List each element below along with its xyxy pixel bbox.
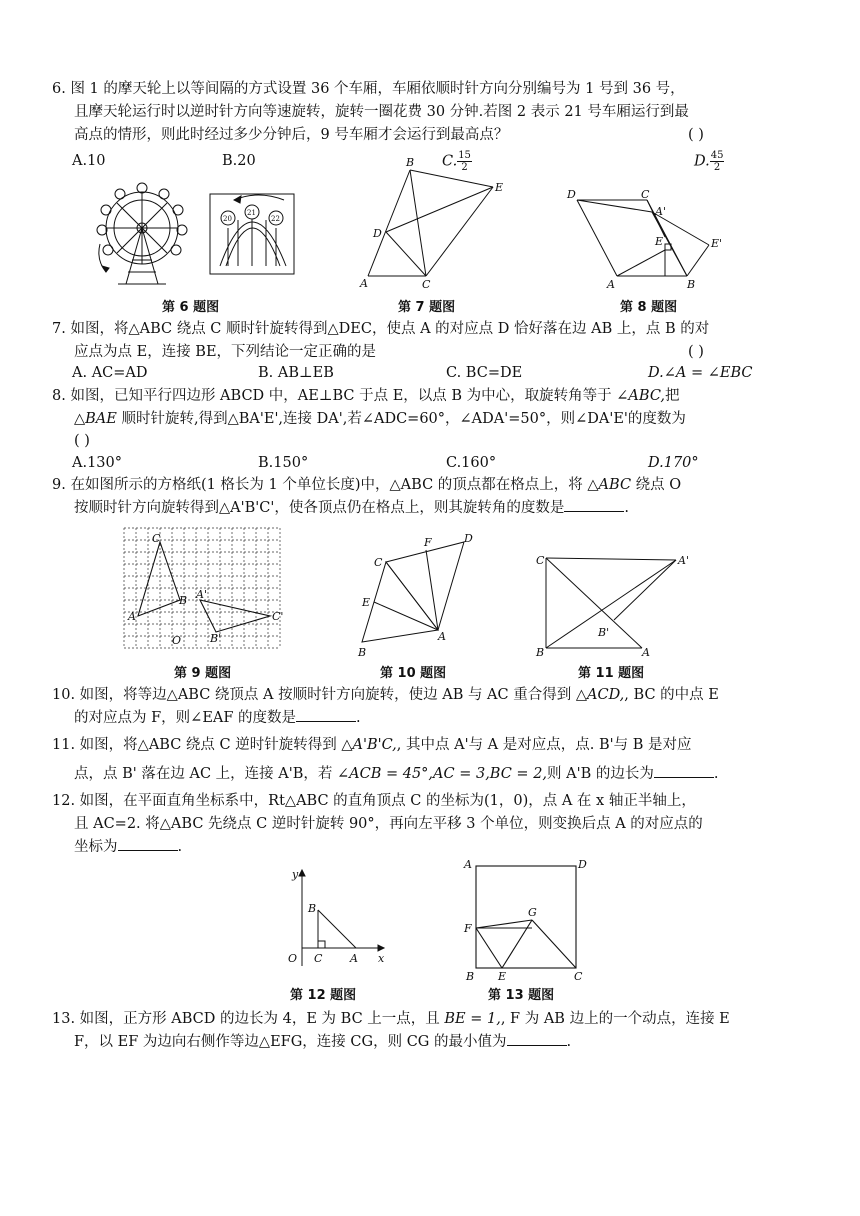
q11-line-2: 点，点 B' 落在边 AC 上，连接 A'B，若 ∠ACB = 45°,AC = 3,BC = 2,则 A'B 的边长为 . xyxy=(74,766,719,782)
svg-text:E: E xyxy=(495,181,504,194)
q6-option-b: B.20 xyxy=(222,153,256,169)
fig10-diagram xyxy=(356,532,486,660)
svg-text:C: C xyxy=(536,554,545,567)
svg-text:C: C xyxy=(422,278,431,291)
q6-option-d: D. $\frac{45}{2}$ xyxy=(694,150,724,173)
svg-text:C: C xyxy=(314,952,323,965)
svg-text:E: E xyxy=(498,970,507,983)
svg-text:C: C xyxy=(152,532,161,545)
svg-text:B: B xyxy=(466,970,475,983)
svg-text:A: A xyxy=(642,646,650,659)
q9-line-2: 按顺时针方向旋转得到△A'B'C'，使各顶点仍在格点上，则其旋转角的度数是 . xyxy=(74,500,629,516)
svg-text:A': A' xyxy=(655,205,666,218)
q6-line-1: 6. 图 1 的摩天轮上以等间隔的方式设置 36 个车厢，车厢依顺时针方向分别编号为 1 号到 36 号， xyxy=(52,81,685,97)
q6-option-c: C. $\frac{15}{2}$ xyxy=(442,150,471,173)
q9-line-1: 9. 在如图所示的方格纸(1 格长为 1 个单位长度)中，△ABC 的顶点都在格点上，将 △ABC 绕点 O xyxy=(52,477,682,493)
svg-text:C: C xyxy=(574,970,583,983)
svg-text:D: D xyxy=(567,188,576,201)
q7-options xyxy=(72,362,812,384)
svg-text:A: A xyxy=(360,277,368,290)
svg-text:B: B xyxy=(308,902,317,915)
q10-line-2: 的对应点为 F，则∠EAF 的度数是 . xyxy=(74,710,361,726)
q7-line-2: 应点为点 E，连接 BE，下列结论一定正确的是 xyxy=(74,344,377,360)
fig7-caption: 第 7 题图 xyxy=(398,300,456,315)
fig10-caption: 第 10 题图 xyxy=(380,666,447,681)
svg-text:A: A xyxy=(128,610,136,623)
svg-text:D: D xyxy=(578,858,587,871)
fig11-diagram xyxy=(534,550,704,660)
fig12-coordinate-diagram xyxy=(284,864,394,974)
svg-text:B': B' xyxy=(210,632,222,645)
svg-text:C: C xyxy=(641,188,650,201)
fig7-diagram xyxy=(360,156,510,291)
q7-line-1: 7. 如图，将△ABC 绕点 C 顺时针旋转得到△DEC，使点 A 的对应点 D 恰好落在边 AB 上，点 B 的对 xyxy=(52,321,710,337)
q8-answer-paren: ( ) xyxy=(74,433,90,449)
svg-text:C': C' xyxy=(272,610,284,623)
fig6-caption: 第 6 题图 xyxy=(162,300,220,315)
fig9-grid-diagram xyxy=(122,524,294,660)
fig6-ferris-wheel xyxy=(98,180,298,290)
svg-text:A': A' xyxy=(196,588,207,601)
svg-text:A: A xyxy=(350,952,358,965)
svg-text:20: 20 xyxy=(223,215,232,223)
q6-answer-paren: ( ) xyxy=(688,127,704,143)
svg-text:22: 22 xyxy=(271,215,280,223)
svg-text:B: B xyxy=(406,156,415,169)
q11-answer-blank[interactable] xyxy=(654,764,714,778)
q8-option-b: B.150° xyxy=(258,455,309,471)
svg-text:E: E xyxy=(655,235,664,248)
q8-line-1: 8. 如图，已知平行四边形 ABCD 中，AE⊥BC 于点 E，以点 B 为中心，取旋转角等于 ∠ABC,把 xyxy=(52,388,680,404)
svg-text:E: E xyxy=(362,596,371,609)
svg-text:y: y xyxy=(292,868,299,881)
fig11-caption: 第 11 题图 xyxy=(578,666,645,681)
q8-option-c: C.160° xyxy=(446,455,497,471)
svg-text:A: A xyxy=(438,630,446,643)
q12-line-3: 坐标为 . xyxy=(74,839,183,855)
q7-answer-paren: ( ) xyxy=(688,344,704,360)
q6-line-3: 高点的情形，则此时经过多少分钟后，9 号车厢才会运行到最高点？ xyxy=(74,127,509,143)
fig9-caption: 第 9 题图 xyxy=(174,666,232,681)
svg-text:A: A xyxy=(607,278,615,291)
q13-line-1: 13. 如图，正方形 ABCD 的边长为 4，E 为 BC 上一点，且 BE = 1,, F 为 AB 边上的一个动点，连接 E xyxy=(52,1011,730,1027)
svg-text:O: O xyxy=(172,634,182,647)
q13-answer-blank[interactable] xyxy=(507,1032,567,1046)
svg-text:C: C xyxy=(374,556,383,569)
q10-answer-blank[interactable] xyxy=(296,708,356,722)
q7-option-c: C. BC=DE xyxy=(446,365,523,381)
svg-text:B: B xyxy=(179,594,188,607)
svg-text:A: A xyxy=(464,858,472,871)
q11-line-1: 11. 如图，将△ABC 绕点 C 逆时针旋转得到 △A'B'C,, 其中点 A'与 A 是对应点，点. B'与 B 是对应 xyxy=(52,737,692,753)
svg-text:D: D xyxy=(373,227,382,240)
q12-answer-blank[interactable] xyxy=(118,837,178,851)
svg-text:21: 21 xyxy=(247,209,256,217)
svg-text:D: D xyxy=(464,532,473,545)
q8-options xyxy=(72,452,812,474)
fig13-caption: 第 13 题图 xyxy=(488,988,555,1003)
fig13-square-diagram xyxy=(462,854,592,984)
svg-text:A': A' xyxy=(678,554,689,567)
q7-option-b: B. AB⊥EB xyxy=(258,365,334,381)
q6-line-2: 且摩天轮运行时以逆时针方向等速旋转，旋转一圈花费 30 分钟.若图 2 表示 21 号车厢运行到最 xyxy=(74,104,689,120)
fig8-diagram xyxy=(565,188,725,293)
q7-option-a: A. AC=AD xyxy=(72,365,148,381)
svg-text:B: B xyxy=(536,646,545,659)
svg-text:O: O xyxy=(288,952,298,965)
svg-text:B': B' xyxy=(598,626,610,639)
q8-option-d: D.170° xyxy=(648,455,699,471)
svg-text:x: x xyxy=(378,952,385,965)
q9-answer-blank[interactable] xyxy=(564,498,624,512)
q6-option-a: A.10 xyxy=(72,153,106,169)
svg-text:G: G xyxy=(528,906,537,919)
q8-option-a: A.130° xyxy=(72,455,123,471)
fig8-caption: 第 8 题图 xyxy=(620,300,678,315)
q12-line-1: 12. 如图，在平面直角坐标系中，Rt△ABC 的直角顶点 C 的坐标为(1，0)，点 A 在 x 轴正半轴上， xyxy=(52,793,696,809)
svg-text:F: F xyxy=(464,922,472,935)
fig12-caption: 第 12 题图 xyxy=(290,988,357,1003)
q10-line-1: 10. 如图，将等边△ABC 绕顶点 A 按顺时针方向旋转，使边 AB 与 AC 重合得到 △ACD,, BC 的中点 E xyxy=(52,687,719,703)
svg-text:B: B xyxy=(358,646,367,659)
q12-line-2: 且 AC=2. 将△ABC 先绕点 C 逆时针旋转 90°，再向左平移 3 个单位，则变换后点 A 的对应点的 xyxy=(74,816,703,832)
q13-line-2: F，以 EF 为边向右侧作等边△EFG，连接 CG，则 CG 的最小值为 . xyxy=(74,1034,572,1050)
q8-line-2: △BAE 顺时针旋转,得到△BA'E',连接 DA',若∠ADC=60°，∠ADA'=50°，则∠DA'E'的度数为 xyxy=(74,411,686,427)
svg-text:E': E' xyxy=(711,237,723,250)
q7-option-d: D.∠A = ∠EBC xyxy=(648,365,753,381)
svg-text:B: B xyxy=(687,278,696,291)
svg-text:F: F xyxy=(424,536,432,549)
